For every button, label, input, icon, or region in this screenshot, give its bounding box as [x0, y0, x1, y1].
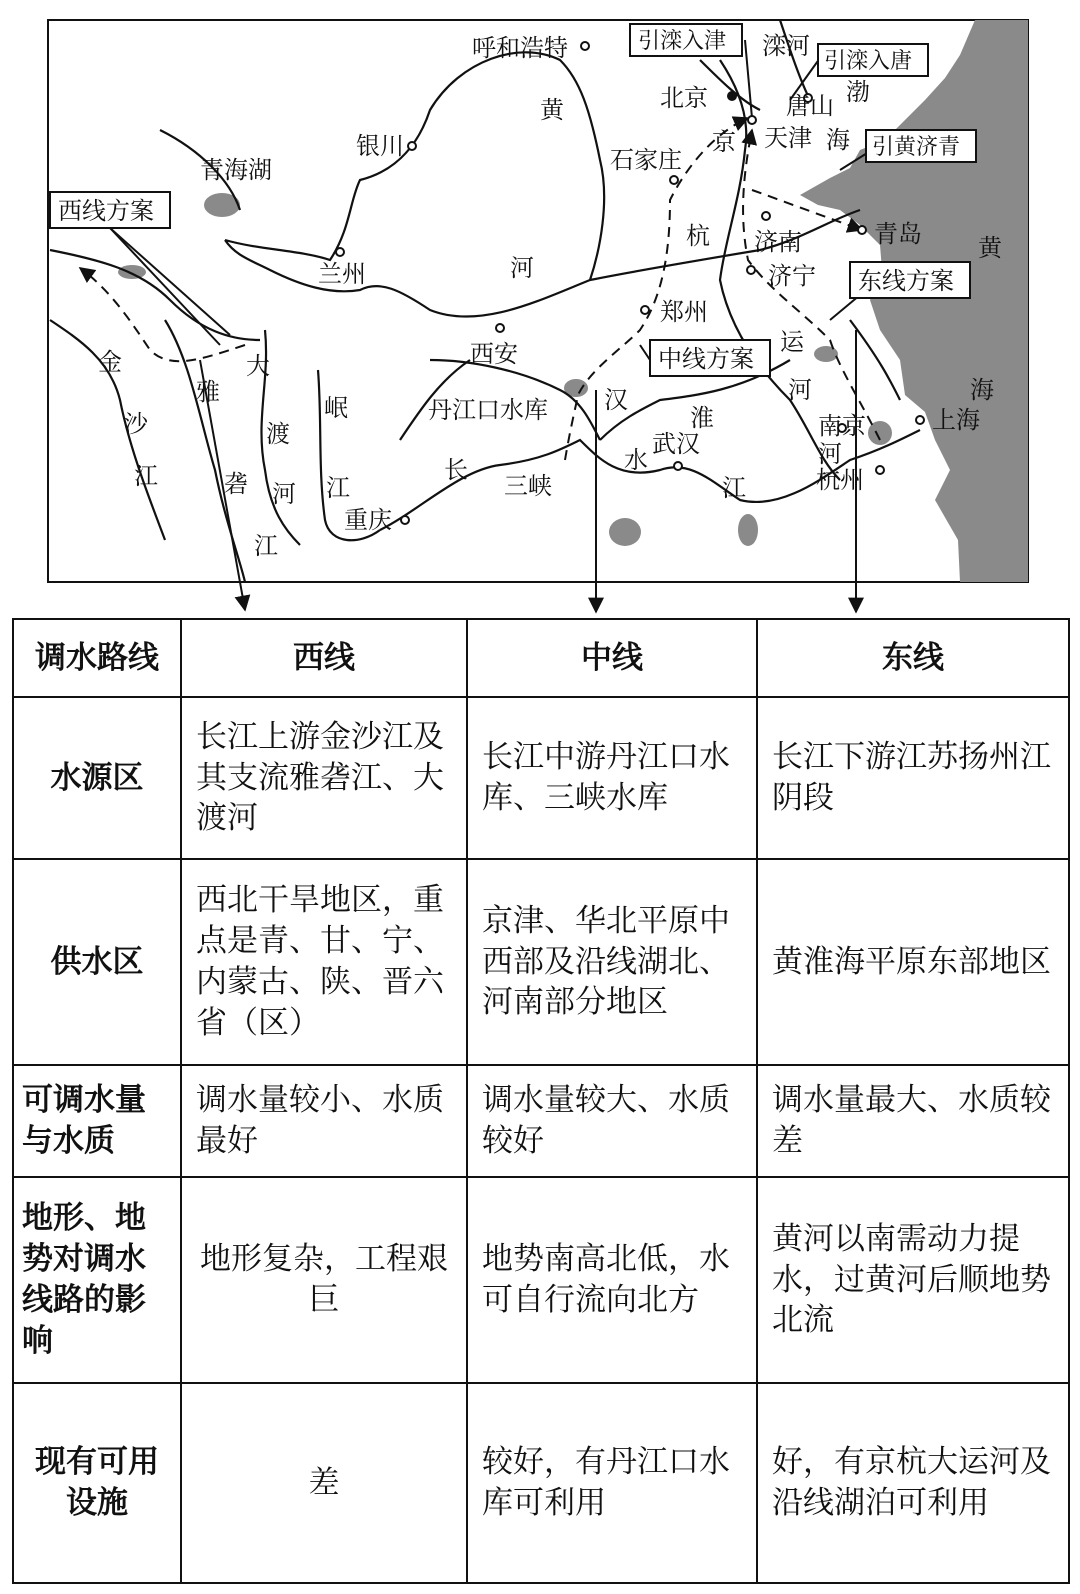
table-header-row	[13, 619, 1069, 697]
river-label: 江	[722, 474, 746, 502]
water-diversion-map	[0, 0, 1080, 620]
lake-dongting	[609, 518, 641, 546]
river-label: 黄	[540, 96, 564, 124]
lake-poyang	[738, 514, 758, 546]
table-cell: 调水量较大、水质较好	[467, 1065, 757, 1177]
place-label: 三峡	[504, 472, 552, 500]
city-label: 北京	[660, 84, 708, 112]
row-label: 供水区	[13, 859, 181, 1065]
table-cell: 西北干旱地区，重点是青、甘、宁、内蒙古、陕、晋六省（区）	[181, 859, 467, 1065]
table-cell: 地形复杂，工程艰巨	[181, 1177, 467, 1383]
sea-label: 黄	[978, 234, 1002, 262]
river-label: 砻	[224, 470, 248, 498]
city-label: 杭州	[816, 466, 864, 494]
city-label: 郑州	[660, 298, 708, 326]
city-label: 重庆	[344, 506, 392, 534]
lake-hongze	[814, 346, 838, 362]
river-label: 长	[444, 456, 468, 484]
header-cell: 东线	[757, 619, 1069, 697]
city-label: 石家庄	[610, 146, 682, 174]
river-label: 河	[272, 480, 296, 508]
city-label: 济宁	[768, 262, 816, 290]
river-label: 雅	[196, 378, 220, 406]
river-label: 岷	[324, 394, 348, 422]
city-label: 上海	[932, 406, 980, 434]
header-cell: 中线	[467, 619, 757, 697]
river-label: 运	[780, 328, 804, 356]
river-label: 汉	[604, 386, 628, 414]
yinluanrujin-callout: 引滦入津	[638, 29, 727, 54]
river-label: 水	[624, 446, 648, 474]
river-label: 金	[98, 348, 122, 376]
city-label: 济南	[754, 228, 802, 256]
lake-source	[118, 265, 146, 279]
table-row	[13, 697, 1069, 859]
row-label: 可调水量与水质	[13, 1065, 181, 1177]
river-label: 渡	[266, 420, 290, 448]
city-label: 兰州	[318, 260, 366, 288]
table-row	[13, 1383, 1069, 1583]
city-label: 唐山	[786, 92, 834, 120]
city-label: 呼和浩特	[472, 34, 568, 62]
west-route-callout: 西线方案	[58, 197, 154, 225]
river-label: 河	[510, 254, 534, 282]
river-label: 沙	[124, 410, 148, 438]
sea-label: 渤	[846, 78, 870, 106]
table-cell: 地势南高北低，水可自行流向北方	[467, 1177, 757, 1383]
river-label: 杭	[686, 222, 710, 250]
table-cell: 黄淮海平原东部地区	[757, 859, 1069, 1065]
river-label: 京	[712, 128, 736, 156]
table-cell: 好，有京杭大运河及沿线湖泊可利用	[757, 1383, 1069, 1583]
city-label: 青岛	[874, 220, 922, 248]
middle-route-callout: 中线方案	[658, 345, 754, 373]
river-label: 河	[788, 376, 812, 404]
place-label: 丹江口水库	[428, 396, 548, 424]
table-cell: 长江上游金沙江及其支流雅砻江、大渡河	[181, 697, 467, 859]
river-label: 江	[134, 462, 158, 490]
table-cell: 长江下游江苏扬州江阴段	[757, 697, 1069, 859]
table-cell: 黄河以南需动力提水，过黄河后顺地势北流	[757, 1177, 1069, 1383]
river-label: 大	[246, 352, 270, 380]
table-row	[13, 1065, 1069, 1177]
header-cell: 调水路线	[13, 619, 181, 697]
city-label: 西安	[470, 340, 518, 368]
sea-label: 海	[826, 126, 850, 154]
table-row	[13, 1177, 1069, 1383]
beijing-dot	[727, 91, 737, 101]
table-cell: 长江中游丹江口水库、三峡水库	[467, 697, 757, 859]
table-cell: 调水量较小、水质最好	[181, 1065, 467, 1177]
row-label: 地形、地势对调水线路的影响	[13, 1177, 181, 1383]
table-cell: 调水量最大、水质较差	[757, 1065, 1069, 1177]
table-row	[13, 859, 1069, 1065]
river-label: 淮	[690, 404, 714, 432]
city-label: 南京	[818, 412, 866, 440]
header-cell: 西线	[181, 619, 467, 697]
city-label: 银川	[356, 132, 404, 160]
river-label: 江	[326, 474, 350, 502]
east-route-callout: 东线方案	[858, 267, 954, 295]
yinhuangjiqing-callout: 引黄济青	[872, 135, 961, 160]
row-label: 水源区	[13, 697, 181, 859]
table-cell: 较好，有丹江口水库可利用	[467, 1383, 757, 1583]
route-comparison-table	[12, 618, 1070, 1584]
table-cell: 差	[181, 1383, 467, 1583]
sea-label: 海	[970, 376, 994, 404]
city-label: 武汉	[652, 430, 700, 458]
table-cell: 京津、华北平原中西部及沿线湖北、河南部分地区	[467, 859, 757, 1065]
river-label: 滦河	[762, 32, 810, 60]
river-label: 河	[818, 440, 842, 468]
place-label: 青海湖	[200, 156, 272, 184]
yinluanrutang-callout: 引滦入唐	[824, 49, 913, 74]
river-label: 江	[254, 532, 278, 560]
city-label: 天津	[764, 124, 812, 152]
row-label: 现有可用设施	[13, 1383, 181, 1583]
